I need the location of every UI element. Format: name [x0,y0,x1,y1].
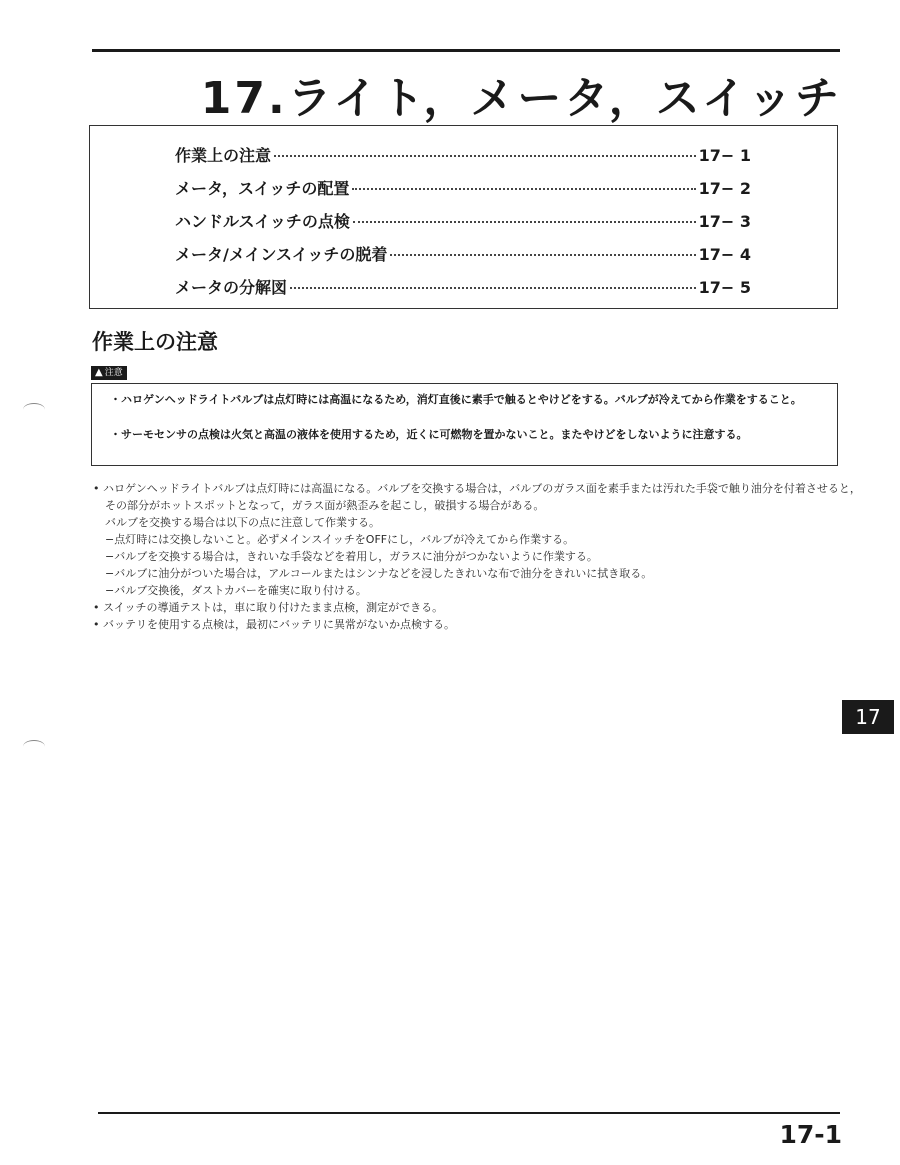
notes-list [93,480,863,633]
caution-badge [91,366,127,380]
page-number: 17-1 [779,1120,842,1149]
section-heading: 作業上の注意 [92,330,218,354]
top-rule [92,49,840,52]
warning-icon: ▲ [95,367,103,378]
toc-item[interactable] [175,209,751,233]
toc-item-page: 17− 1 [698,146,751,165]
note-subitem: −点灯時には交換しないこと。必ずメインスイッチをOFFにし，バルブが冷えてから作業する。 [105,533,575,546]
toc-item[interactable] [175,143,751,167]
toc-item-label: メータ，スイッチの配置 [175,179,350,198]
note-subitem: −バルブを交換する場合は，きれいな手袋などを着用し，ガラスに油分がつかないように作業する。 [105,550,598,563]
toc-item-label: メータ/メインスイッチの脱着 [175,245,388,264]
toc-item-page: 17− 2 [698,179,751,198]
chapter-title: 17.ライト，メータ，スイッチ [200,73,842,124]
toc-item-page: 17− 4 [698,245,751,264]
bottom-rule [98,1112,840,1114]
caution-item: ・サーモセンサの点検は火気と高温の液体を使用するため，近くに可燃物を置かないこと。またやけどをしないように注意する。 [110,428,748,441]
toc-item[interactable] [175,176,751,200]
note-subitem: −バルブ交換後，ダストカバーを確実に取り付ける。 [105,584,367,597]
note-item: • ハロゲンヘッドライトバルブは点灯時には高温になる。バルブを交換する場合は，バルブのガラス面を素手または汚れた手袋で触り油分を付着させると，その部分がホットスポットとなって，ガラス面が熱歪みを起こし，破損する場合がある。 [93,482,861,512]
toc-item[interactable] [175,242,751,266]
caution-box [91,383,838,466]
toc-leader-dots [352,188,695,190]
toc-item-page: 17− 3 [698,212,751,231]
binder-hole-mark [23,403,45,416]
toc-leader-dots [353,221,696,223]
binder-hole-mark [23,740,45,753]
toc-item-label: メータの分解図 [175,278,288,297]
chapter-tab[interactable]: 17 [842,700,894,734]
note-subitem: バルブを交換する場合は以下の点に注意して作業する。 [105,516,380,529]
toc-leader-dots [290,287,696,289]
caution-item: ・ハロゲンヘッドライトバルブは点灯時には高温になるため，消灯直後に素手で触るとやけどをする。バルブが冷えてから作業をすること。 [110,393,802,406]
toc-item-label: 作業上の注意 [175,146,272,165]
toc-item[interactable] [175,275,751,299]
table-of-contents [89,125,838,309]
note-subitem: −バルブに油分がついた場合は，アルコールまたはシンナなどを浸したきれいな布で油分をきれいに拭き取る。 [105,567,653,580]
toc-item-label: ハンドルスイッチの点検 [175,212,350,231]
caution-label: 注意 [104,368,123,378]
note-item: • バッテリを使用する点検は，最初にバッテリに異常がないか点検する。 [93,618,455,631]
toc-leader-dots [274,155,696,157]
toc-leader-dots [390,254,695,256]
note-item: • スイッチの導通テストは，車に取り付けたまま点検，測定ができる。 [93,601,444,614]
toc-item-page: 17− 5 [698,278,751,297]
